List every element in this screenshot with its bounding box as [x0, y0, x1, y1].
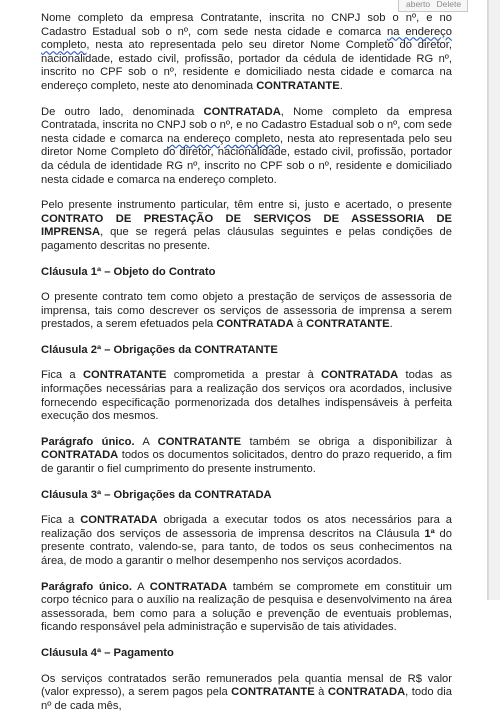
address-link[interactable]: na endereço completo [167, 132, 280, 145]
clausula-4-heading: Cláusula 4ª – Pagamento [41, 646, 174, 659]
clausula-2-paragrafo-unico: Parágrafo único. A CONTRATANTE também se obriga a disponibilizar à CONTRATADA todos os documentos solicitados, dentro do prazo requerido, a fim de garantir o fiel cumprimento do presente instrumento. [41, 435, 452, 476]
popup-item-delete[interactable]: Delete [436, 0, 462, 9]
contratante-paragraph: Nome completo da empresa Contratante, inscrita no CNPJ sob o nº, e no Cadastro Estadual sob o nº, com sede nesta cidade e comarca na endereço completo, nesta ato representada pelo seu diretor Nome Completo do diretor, nacionalidade, estado civil, profissão, portador da cédula de identidade RG nº, inscrito no CPF sob o nº, residente e domiciliado nesta cidade e comarca na endereço completo, neste ato denominada CONTRATANTE. [41, 12, 452, 92]
address-link[interactable]: na endereço completo [41, 25, 452, 52]
clausula-3-heading: Cláusula 3ª – Obrigações da CONTRATADA [41, 488, 272, 501]
clausula-4-paragraph: Os serviços contratados serão remunerados pela quantia mensal de R$ valor (valor expresso), a serem pagos pela CONTRATANTE à CONTRATADA, todo dia nº de cada mês, [41, 672, 452, 712]
document-body [41, 12, 452, 725]
context-popup[interactable] [398, 0, 468, 12]
contratada-paragraph: De outro lado, denominada CONTRATADA, Nome completo da empresa Contratada, inscrita no CNPJ sob o nº, e no Cadastro Estadual sob o nº, com sede nesta cidade e comarca na endereço completo, nesta ato representada pelo seu diretor Nome Completo do diretor, nacionalidade, estado civil, profissão, portador da cédula de identidade RG nº, inscrito no CPF sob o nº, residente e domiciliado nesta cidade e comarca na endereço completo. [41, 105, 453, 186]
vertical-scrollbar[interactable] [488, 0, 500, 600]
clausula-2-paragraph: Fica a CONTRATANTE comprometida a prestar à CONTRATADA todas as informações necessárias para a realização dos serviços ora acordados, inclusive fornecendo especificação pormenorizada dos detalhes indispensáveis à perfeita execução dos mesmos. [41, 369, 453, 423]
intro-paragraph: Pelo presente instrumento particular, têm entre si, justo e acertado, o presente CONTRATO DE PRESTAÇÃO DE SERVIÇOS DE ASSESSORIA DE IMPRENSA, que se regerá pelas cláusulas seguintes e pelas condições de pagamento descritas no presente. [41, 199, 452, 252]
clausula-3-paragrafo-unico: Parágrafo único. A CONTRATADA também se compromete em constituir um corpo técnico para o auxílio na realização de pesquisa e desenvolvimento na área assessorada, bem como para a solução e prevenção de eventuais problemas, ficando responsável pela administração e supervisão de tais atividades. [41, 580, 452, 634]
clausula-3-paragraph: Fica a CONTRATADA obrigada a executar todos os atos necessários para a realização dos serviços de assessoria de imprensa descritos na Cláusula 1ª do presente contrato, valendo-se, para tanto, de todos os seus conhecimentos na área, de modo a garantir o melhor desempenho nos serviços acordados. [41, 514, 452, 567]
clausula-1-paragraph: O presente contrato tem como objeto a prestação de serviços de assessoria de imprensa, tais como descrever os serviços de assessoria de imprensa a serem prestados, a serem efetuados pela CONTRATADA à CONTRATANTE. [41, 291, 452, 331]
clausula-2-heading: Cláusula 2ª – Obrigações da CONTRATANTE [41, 343, 278, 356]
clausula-1-heading: Cláusula 1ª – Objeto do Contrato [41, 265, 216, 278]
popup-item-aberto[interactable]: aberto [406, 0, 431, 9]
